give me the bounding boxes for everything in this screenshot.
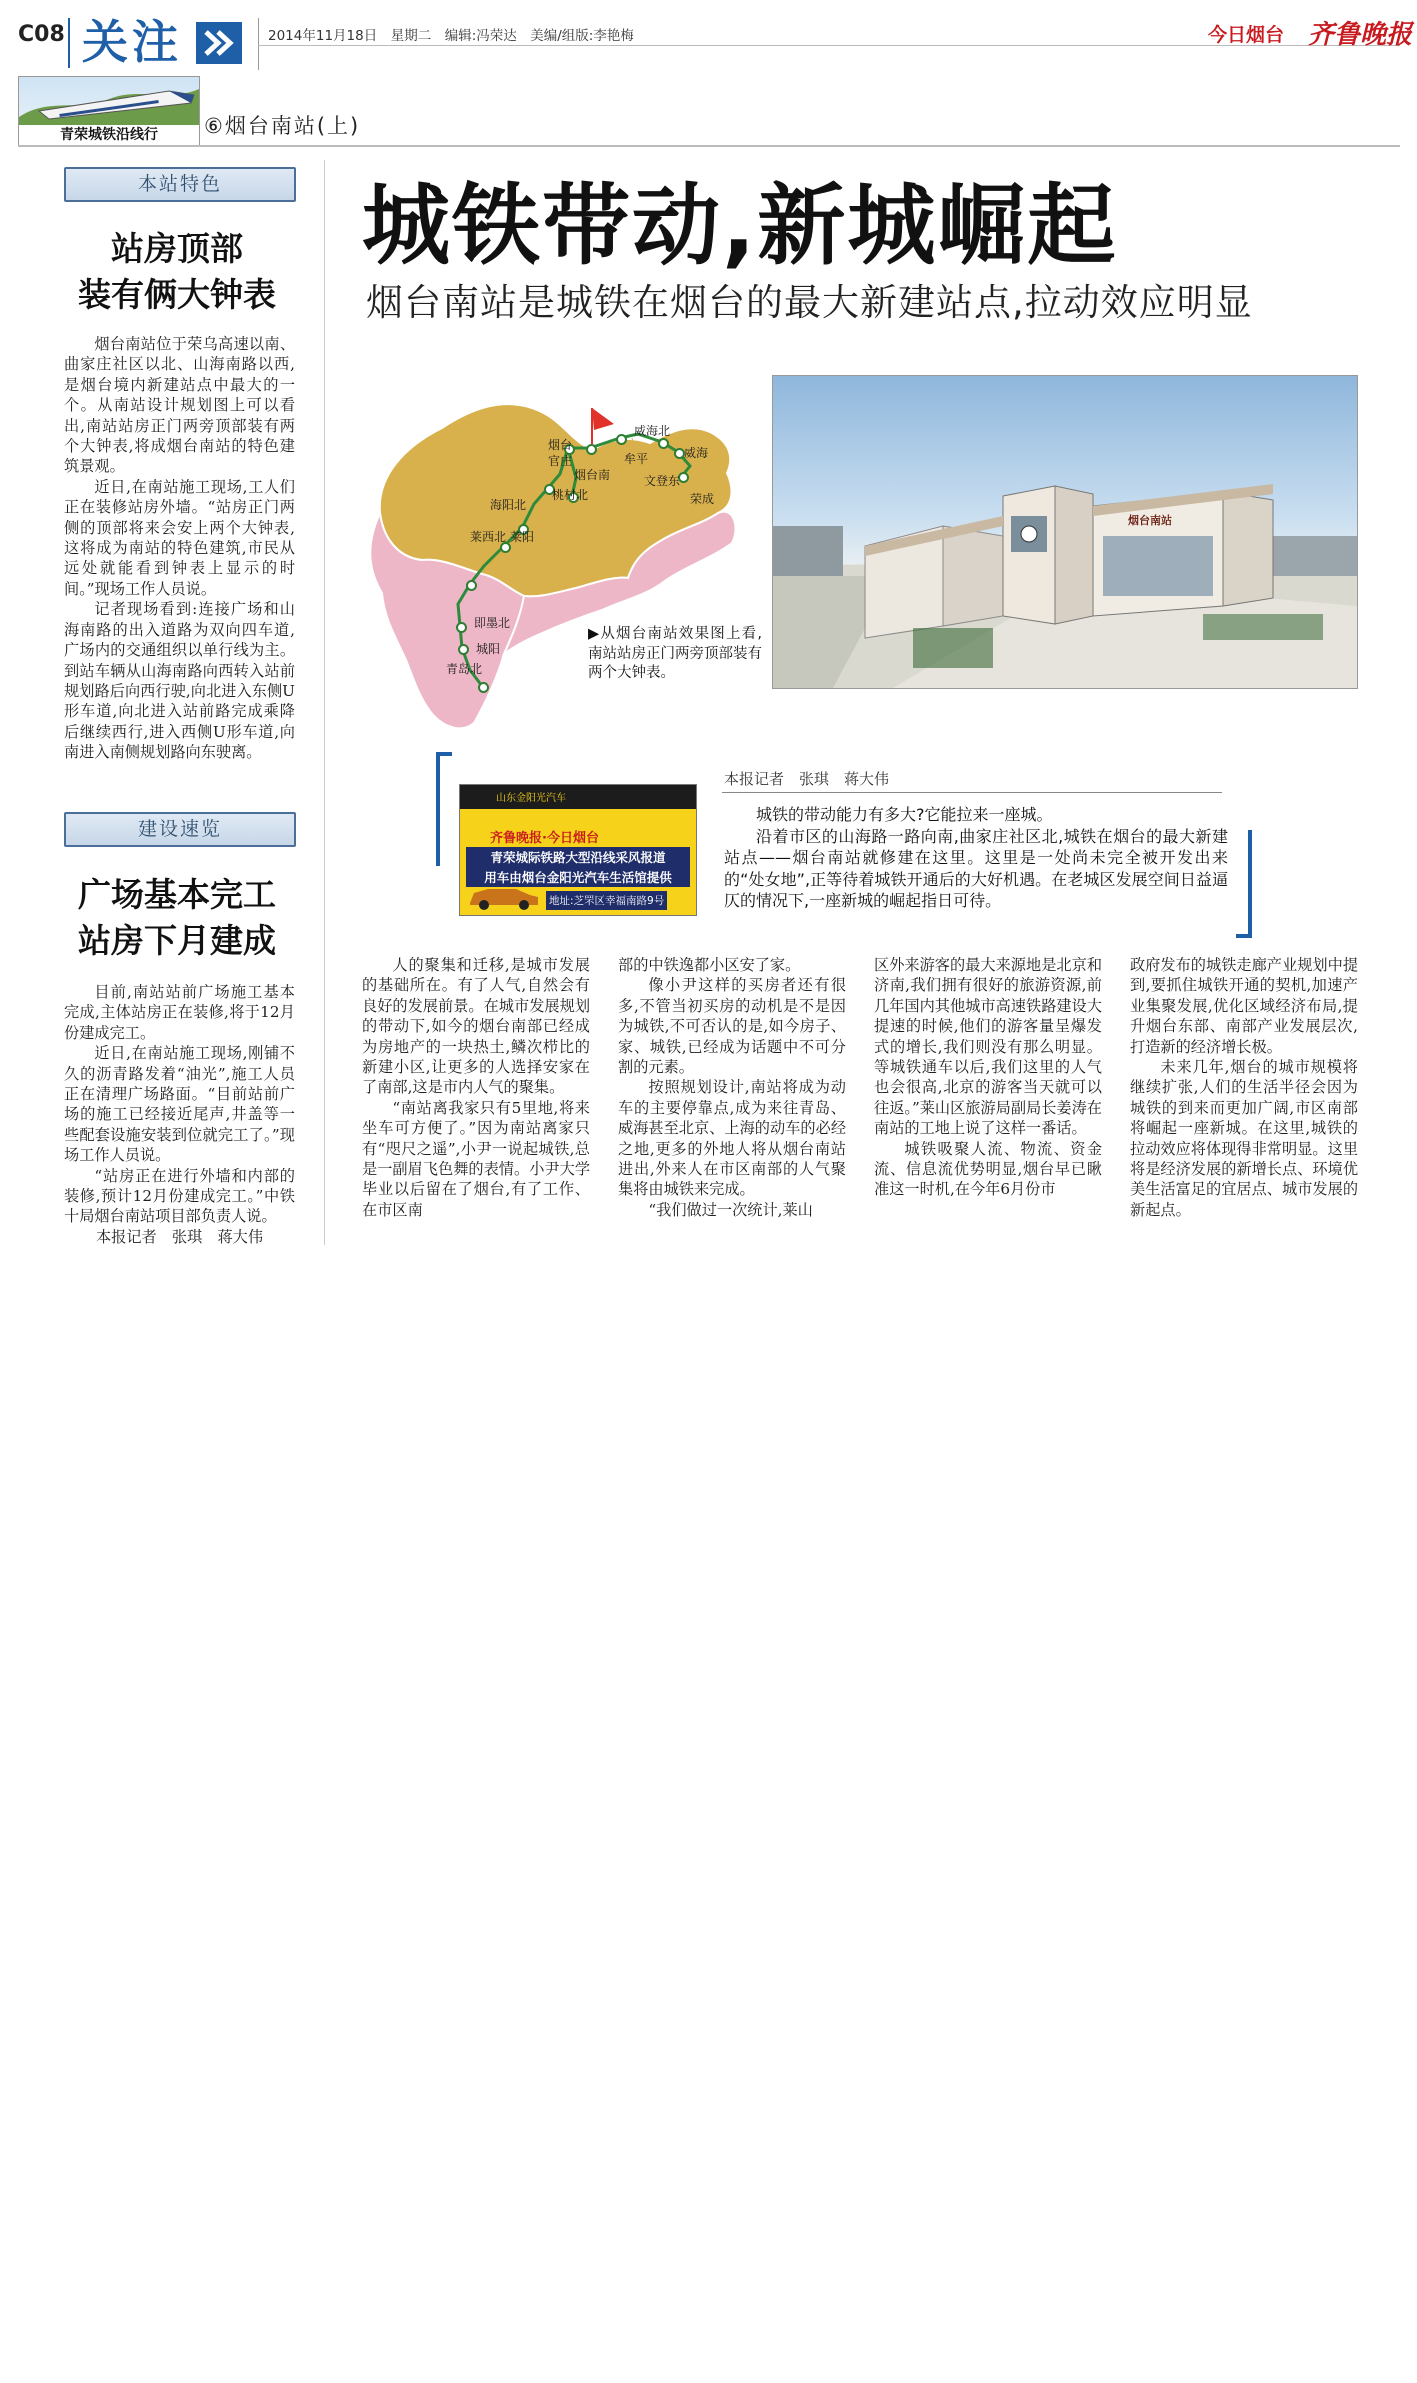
sidebar-title-2a: 广场基本完工 bbox=[78, 875, 276, 914]
map-label: 牟平 bbox=[624, 452, 649, 466]
paragraph: 像小尹这样的买房者还有很多,不管当初买房的动机是不是因为城铁,不可否认的是,如今房子、家、城铁,已经成为话题中不可分割的元素。 bbox=[618, 976, 846, 1077]
subheadline: 烟台南站是城铁在烟台的最大新建站点,拉动效应明显 bbox=[366, 281, 1253, 324]
brand-logo: 齐鲁晚报 bbox=[1308, 20, 1413, 50]
sidebar-label-progress: 建设速览 bbox=[64, 812, 296, 847]
map-label: 威海 bbox=[684, 446, 709, 460]
paragraph: 近日,在南站施工现场,刚铺不久的沥青路发着“油光”,施工人员正在清理广场路面。“目前站前广场的施工已经接近尾声,井盖等一些配套设施安装到位就完工了。”现场工作人员说。 bbox=[64, 1044, 295, 1165]
byline-rule bbox=[722, 792, 1222, 793]
sidebar-label-features: 本站特色 bbox=[64, 167, 296, 202]
paragraph: 记者现场看到:连接广场和山海南路的出入道路为双向四车道,广场内的交通组织以单行线为主。到站车辆从山海南路向西转入站前规划路后向西行驶,向北进入东侧U形车道,向北进入站前路完成乘降后继续西行,进入西侧U形车道,向南进入南侧规划路向东驶离。 bbox=[64, 600, 295, 762]
map-label: 官庄 bbox=[548, 454, 573, 468]
ad-subline: 用车由烟台金阳光汽车生活馆提供 bbox=[466, 867, 690, 887]
station-rendering bbox=[772, 375, 1358, 689]
lead-paragraph bbox=[724, 804, 1228, 912]
map-label: 桃村北 bbox=[552, 488, 589, 502]
route-map bbox=[362, 378, 762, 740]
map-label: 城阳 bbox=[476, 642, 501, 656]
page-header bbox=[0, 0, 1417, 150]
bracket-top-left bbox=[436, 752, 452, 866]
paragraph: 政府发布的城铁走廊产业规划中提到,要抓住城铁开通的契机,加速产业集聚发展,优化区域经济布局,提升烟台东部、南部产业发展层次,打造新的经济增长极。 bbox=[1130, 956, 1358, 1056]
paragraph: 城铁的带动能力有多大?它能拉来一座城。 bbox=[756, 805, 1053, 824]
header-bottom-rule bbox=[18, 145, 1400, 147]
map-label: 青岛北 bbox=[446, 662, 483, 676]
series-badge bbox=[18, 76, 200, 146]
paragraph: 近日,在南站施工现场,工人们正在装修站房外墙。“站房正门两侧的顶部将来会安上两个大钟表,这将成为南站的特色建筑,市民从远处就能看到钟表上显示的时间。”现场工作人员说。 bbox=[64, 477, 295, 598]
header-divider bbox=[68, 18, 70, 68]
station-marker bbox=[466, 580, 477, 591]
sponsor-ad bbox=[459, 784, 697, 916]
paragraph: 目前,南站站前广场施工基本完成,主体站房正在装修,将于12月份建成完工。 bbox=[64, 983, 295, 1042]
sidebar-title-1a: 站房顶部 bbox=[111, 229, 243, 268]
ad-brand: 齐鲁晚报·今日烟台 bbox=[490, 831, 599, 846]
paragraph: 按照规划设计,南站将成为动车的主要停靠点,成为来往青岛、威海甚至北京、上海的动车的必经之地,更多的外地人将从烟台南站进出,外来人在市区南部的人气聚集将由城铁来完成。 bbox=[618, 1078, 846, 1199]
article-column-1 bbox=[362, 955, 590, 1220]
station-sign: 烟台南站 bbox=[1128, 514, 1172, 527]
page-number: C08 bbox=[18, 22, 65, 47]
byline: 本报记者 张琪 蒋大伟 bbox=[95, 1227, 264, 1246]
paragraph: “我们做过一次统计,莱山 bbox=[648, 1200, 813, 1219]
article-column-2 bbox=[618, 955, 846, 1220]
ad-logo: 山东金阳光汽车 bbox=[496, 793, 566, 804]
article-column-3 bbox=[874, 955, 1102, 1200]
car-icon bbox=[466, 881, 542, 911]
sidebar-title-1b: 装有俩大钟表 bbox=[78, 275, 276, 314]
station-building bbox=[773, 376, 1357, 688]
sidebar-article-2 bbox=[64, 982, 295, 1247]
article-column-4 bbox=[1130, 955, 1358, 1220]
map-label: 海阳北 bbox=[490, 498, 527, 512]
section-arrow-icon bbox=[196, 22, 242, 64]
ad-headline: 青荣城际铁路大型沿线采风报道 bbox=[466, 847, 690, 867]
edition-label: 今日烟台 bbox=[1208, 24, 1285, 46]
paragraph: “站房正在进行外墙和内部的装修,预计12月份建成完工。”中铁十局烟台南站项目部负责人说。 bbox=[64, 1166, 295, 1226]
map-label: 文登东 bbox=[644, 474, 681, 488]
paragraph: 人的聚集和迁移,是城市发展的基础所在。有了人气,自然会有良好的发展前景。在城市发展规划的带动下,如今的烟台南部已经成为房地产的一块热土,鳞次栉比的新建小区,让更多的人选择安家在了南部,这是市内人气的聚集。 bbox=[362, 956, 590, 1097]
map-label: 烟台南 bbox=[574, 468, 611, 482]
paragraph: “南站离我家只有5里地,将来坐车可方便了。”因为南站离家只有“咫尺之遥”,小尹一说起城铁,总是一副眉飞色舞的表情。小尹大学毕业以后留在了烟台,有了工作、在市区南 bbox=[362, 1098, 590, 1219]
train-illustration bbox=[19, 77, 199, 127]
headline: 城铁带动,新城崛起 bbox=[362, 174, 1118, 277]
paragraph: 城铁吸聚人流、物流、资金流、信息流优势明显,烟台早已瞅准这一时机,在今年6月份市 bbox=[874, 1139, 1102, 1199]
station-marker bbox=[458, 644, 469, 655]
station-marker bbox=[658, 438, 669, 449]
ad-address: 地址:芝罘区幸福南路9号 bbox=[546, 891, 667, 910]
paragraph: 区外来游客的最大来源地是北京和济南,我们拥有很好的旅游资源,前几年国内其他城市高速铁路建设大提速的时候,他们的游客量呈爆发式的增长,我们则没有那么明显。等城铁通车以后,我们这里的人气也会很高,北京的游客当天就可以往返。”莱山区旅游局副局长姜涛在南站的工地上说了这样一番话。 bbox=[874, 956, 1102, 1138]
map-shape bbox=[362, 378, 762, 740]
section-title: 关注 bbox=[82, 15, 182, 69]
map-label: 威海北 bbox=[634, 424, 671, 438]
map-label: 即墨北 bbox=[474, 616, 511, 630]
series-badge-label: 青荣城铁沿线行 bbox=[19, 125, 199, 145]
sidebar-article-1 bbox=[64, 334, 295, 763]
episode-title: ⑥烟台南站(上) bbox=[204, 114, 361, 138]
paragraph: 烟台南站位于荣乌高速以南、曲家庄社区以北、山海南路以西,是烟台境内新建站点中最大的一个。从南站设计规划图上可以看出,南站站房正门两旁顶部装有两个大钟表,将成烟台南站的特色建筑景观。 bbox=[64, 335, 295, 476]
paragraph: 未来几年,烟台的城市规模将继续扩张,人们的生活半径会因为城铁的到来而更加广阔,市区南部将崛起一座新城。在这里,城铁的拉动效应将体现得非常明显。这里将是经济发展的新增长点、环境优美生活富足的宜居点、城市发展的新起点。 bbox=[1130, 1058, 1358, 1219]
main-byline: 本报记者 张琪 蒋大伟 bbox=[724, 770, 890, 788]
column-divider bbox=[324, 160, 325, 1245]
header-vrule bbox=[258, 18, 259, 70]
map-label: 莱阳 bbox=[510, 530, 535, 544]
station-marker bbox=[456, 622, 467, 633]
sidebar-title-2b: 站房下月建成 bbox=[78, 921, 276, 960]
bracket-bottom-right bbox=[1236, 830, 1252, 938]
station-marker bbox=[616, 434, 627, 445]
map-label: 莱西北 bbox=[470, 530, 507, 544]
date-line: 2014年11月18日 星期二 编辑:冯荣达 美编/组版:李艳梅 bbox=[268, 28, 634, 44]
map-label: 烟台 bbox=[548, 438, 573, 452]
paragraph: 部的中铁逸都小区安了家。 bbox=[618, 956, 801, 974]
map-label: 荣成 bbox=[690, 492, 715, 506]
station-marker bbox=[586, 444, 597, 455]
paragraph: 沿着市区的山海路一路向南,曲家庄社区北,城铁在烟台的最大新建站点——烟台南站就修建在这里。这里是一处尚未完全被开发出来的“处女地”,正等待着城铁开通后的大好机遇。在老城区发展空间日益逼仄的情况下,一座新城的崛起指日可待。 bbox=[724, 826, 1228, 910]
image-caption: ▶从烟台南站效果图上看,南站站房正门两旁顶部装有两个大钟表。 bbox=[588, 626, 762, 681]
station-marker bbox=[478, 682, 489, 693]
